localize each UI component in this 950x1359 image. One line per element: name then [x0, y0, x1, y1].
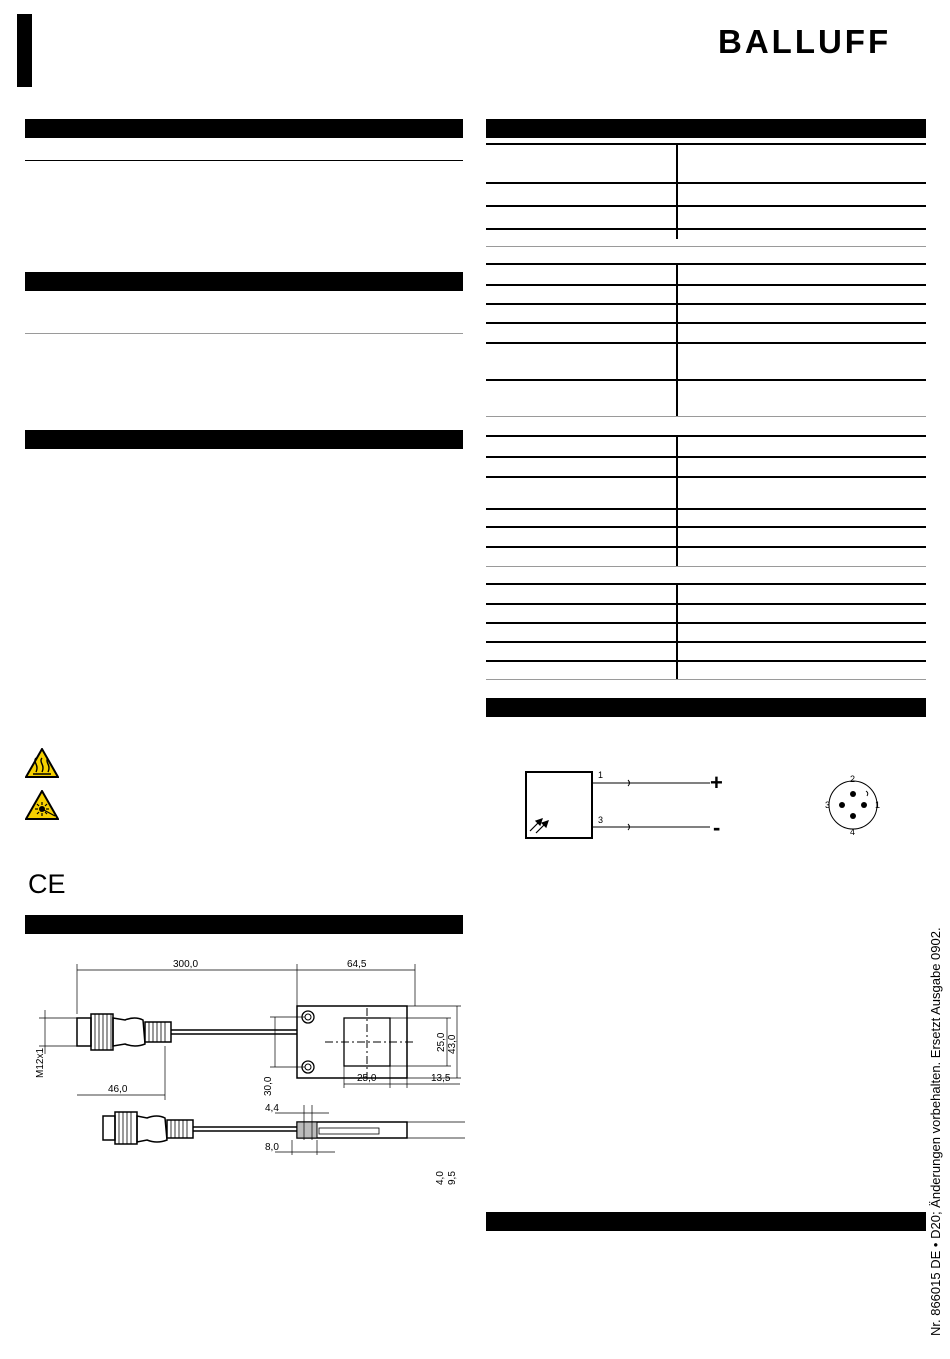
svg-text:300,0: 300,0 [173, 959, 199, 970]
table-rule [486, 546, 926, 548]
divider [25, 160, 463, 161]
minus-sign: - [713, 815, 721, 840]
housing-side-view [297, 1122, 407, 1138]
dimension-drawing [25, 950, 465, 1200]
svg-text:46,0: 46,0 [108, 1084, 128, 1095]
section-header-bar-3 [25, 430, 463, 449]
table-column-divider [676, 583, 678, 680]
section-header-bar-bottom [486, 1212, 926, 1231]
svg-text:4: 4 [850, 827, 856, 836]
top-dimension-lines [39, 964, 461, 1100]
wiring-diagram [520, 765, 750, 845]
svg-text:8,0: 8,0 [265, 1142, 279, 1153]
table-rule [486, 508, 926, 510]
svg-text:4,4: 4,4 [265, 1103, 279, 1114]
divider [25, 333, 463, 334]
connector-pinout-icon [822, 774, 884, 836]
table-rule [486, 205, 926, 207]
ce-mark [28, 870, 68, 896]
svg-text:M12x1: M12x1 [35, 1047, 46, 1078]
table-rule [486, 182, 926, 184]
table-rule [486, 641, 926, 643]
table-rule [486, 263, 926, 265]
table-rule [486, 246, 926, 247]
svg-text:1: 1 [875, 800, 881, 810]
table-rule [486, 622, 926, 624]
svg-text:64,5: 64,5 [347, 959, 367, 970]
table-rule [486, 456, 926, 458]
svg-text:2: 2 [850, 774, 856, 784]
document-footer [928, 876, 943, 1336]
table-rule [486, 476, 926, 478]
sensor-block [526, 772, 592, 838]
table-rule [486, 284, 926, 286]
svg-text:3: 3 [825, 800, 831, 810]
housing-top-view [297, 1006, 415, 1078]
plus-sign: + [710, 770, 723, 795]
table-rule [486, 322, 926, 324]
section-header-bar-2 [25, 272, 463, 291]
table-rule [486, 660, 926, 662]
section-header-bar-1 [25, 119, 463, 138]
table-rule [486, 303, 926, 305]
table-rule [486, 416, 926, 417]
svg-text:4,0: 4,0 [435, 1171, 446, 1185]
table-rule [486, 603, 926, 605]
table-rule [486, 435, 926, 437]
svg-text:13,5: 13,5 [431, 1073, 451, 1084]
svg-text:9,5: 9,5 [447, 1171, 458, 1185]
connector-side-view [103, 1112, 297, 1144]
table-rule [486, 228, 926, 230]
footer-bullet: • [928, 1242, 943, 1248]
table-rule [486, 583, 926, 585]
svg-text:43,0: 43,0 [447, 1034, 458, 1054]
svg-text:1: 1 [598, 770, 604, 780]
svg-text:30,0: 30,0 [263, 1076, 274, 1096]
table-column-divider [676, 143, 678, 239]
connector-top-view [77, 1014, 297, 1050]
section-header-bar-4 [25, 915, 463, 934]
table-rule [486, 679, 926, 680]
doc-number: Nr. 866015 DE [928, 1250, 943, 1336]
logo-text: BALLUFF [718, 23, 892, 58]
table-rule [486, 566, 926, 567]
hot-surface-warning-icon [25, 748, 59, 778]
document-marker-bar [17, 14, 32, 87]
table-rule [486, 379, 926, 381]
wiring-header-bar [486, 698, 926, 717]
table-rule [486, 342, 926, 344]
tech-data-header-bar [486, 119, 926, 138]
table-rule [486, 143, 926, 145]
receiver-icon [530, 819, 548, 833]
balluff-logo [718, 22, 923, 58]
svg-text:3: 3 [598, 815, 604, 825]
laser-warning-icon [25, 790, 59, 820]
svg-text:25,0: 25,0 [436, 1032, 447, 1052]
revision-note: D20; Änderungen vorbehalten. Ersetzt Ausgabe 0902. [928, 927, 943, 1239]
svg-text:25,0: 25,0 [357, 1073, 377, 1084]
svg-text:CE: CE [28, 870, 66, 896]
table-rule [486, 526, 926, 528]
